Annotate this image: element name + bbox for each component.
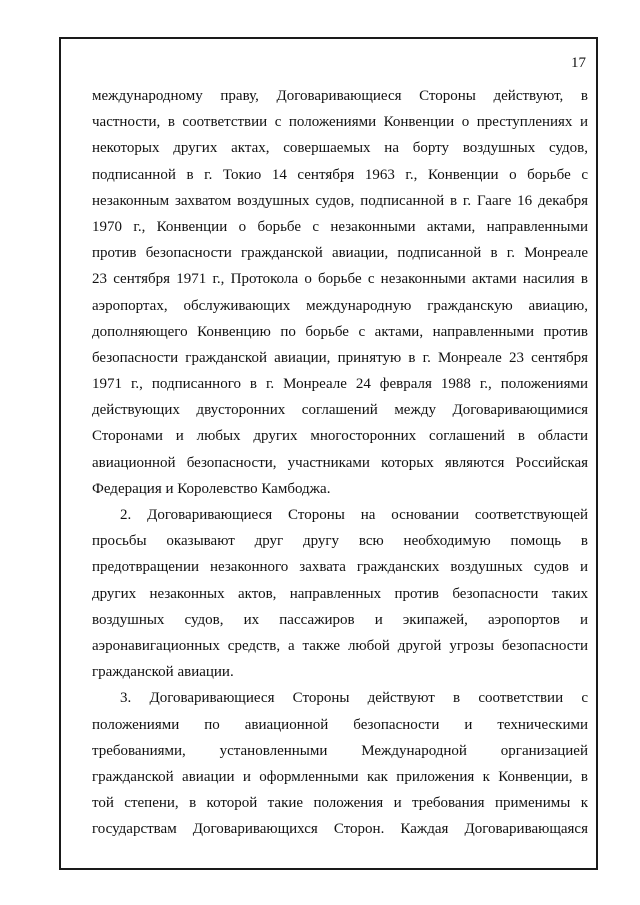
- text-line: частности, в соответствии с положениями Конвенции о преступлениях и: [92, 114, 588, 131]
- paragraph-2: [92, 502, 588, 685]
- text-line: гражданской авиации и оформленными как приложения к Конвенции, в: [92, 768, 588, 785]
- text-line: дополняющего Конвенцию по борьбе с актами, направленными против: [92, 323, 588, 340]
- text-line: подписанной в г. Токио 14 сентября 1963 г., Конвенции о борьбе с: [92, 166, 588, 183]
- text-line: предотвращении незаконного захвата гражданских воздушных судов и: [92, 559, 588, 576]
- text-line: 1971 г., подписанного в г. Монреале 24 февраля 1988 г., положениями: [92, 376, 588, 393]
- text-line: некоторых других актах, совершаемых на борту воздушных судов,: [92, 140, 588, 157]
- text-line: действующих двусторонних соглашений между Договаривающимися: [92, 402, 588, 419]
- text-line: международному праву, Договаривающиеся Стороны действуют, в: [92, 88, 588, 104]
- text-line: безопасности гражданской авиации, принятую в г. Монреале 23 сентября: [92, 349, 588, 366]
- text-line: просьбы оказывают друг другу всю необходимую помощь в: [92, 533, 588, 550]
- paragraph-1: [92, 83, 588, 502]
- text-line: аэропортах, обслуживающих международную гражданскую авиацию,: [92, 297, 588, 314]
- text-line: требованиями, установленными Международной организацией: [92, 742, 588, 759]
- text-line: 1970 г., Конвенции о борьбе с незаконными актами, направленными: [92, 218, 588, 235]
- page-number: 17: [571, 55, 586, 71]
- text-line: против безопасности гражданской авиации, подписанной в г. Монреале: [92, 245, 588, 262]
- text-line: гражданской авиации.: [92, 664, 234, 681]
- text-line: государствам Договаривающихся Сторон. Каждая Договаривающаяся: [92, 821, 588, 838]
- text-line: 2. Договаривающиеся Стороны на основании соответствующей: [120, 507, 588, 523]
- text-line: Сторонами и любых других многосторонних соглашений в области: [92, 428, 588, 445]
- text-line: незаконным захватом воздушных судов, подписанной в г. Гааге 16 декабря: [92, 192, 588, 209]
- paragraph-3: [92, 685, 588, 842]
- text-line: авиационной безопасности, участниками которых являются Российская: [92, 454, 588, 471]
- text-line: 23 сентября 1971 г., Протокола о борьбе с незаконными актами насилия в: [92, 271, 588, 288]
- text-line: положениями по авиационной безопасности и техническими: [92, 716, 588, 733]
- document-body: [92, 83, 588, 842]
- text-line: воздушных судов, их пассажиров и экипажей, аэропортов и: [92, 611, 588, 628]
- text-line: других незаконных актов, направленных против безопасности таких: [92, 585, 588, 602]
- text-line: аэронавигационных средств, а также любой другой угрозы безопасности: [92, 637, 588, 654]
- text-line: Федерация и Королевство Камбоджа.: [92, 480, 331, 497]
- text-line: 3. Договаривающиеся Стороны действуют в соответствии с: [120, 690, 588, 707]
- text-line: той степени, в которой такие положения и требования применимы к: [92, 795, 588, 812]
